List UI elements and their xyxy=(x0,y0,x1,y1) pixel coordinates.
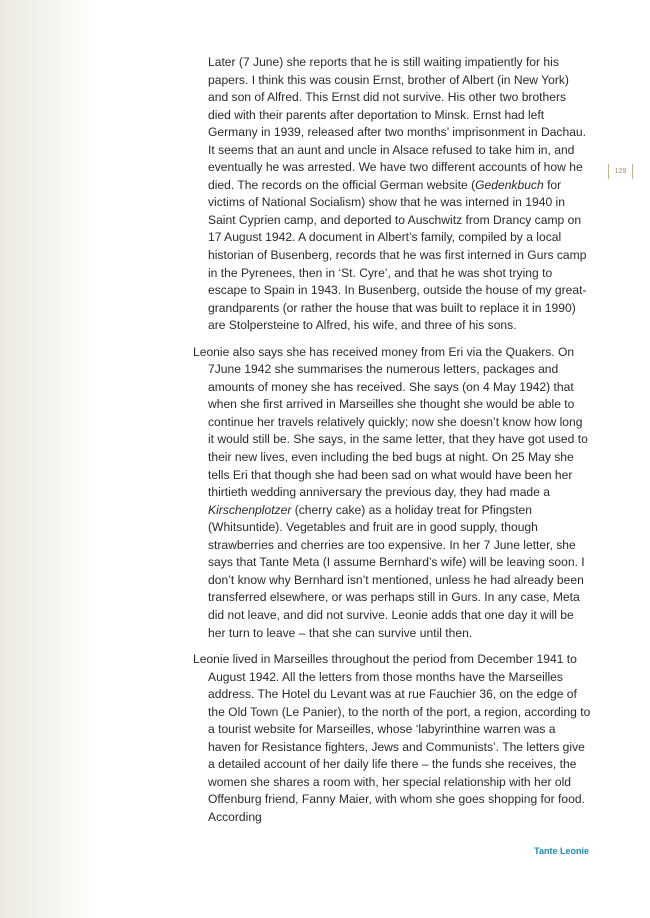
text-run: Leonie lived in Marseilles throughout the period from December 1941 to August 1942. All the letters from those months have the Marseilles address. The Hotel du Levant was at rue Fauchier 36, on the edge of the Old Town (Le Panier), to the north of the port, a region, according to a tourist website for Marseilles, whose ‘labyrinthine warren was a haven for Resistance fighters, Jews and Communists’. The letters give a detailed account of her daily life there – the funds she receives, the women she shares a room with, her special relationship with her old Offenburg friend, Fanny Maier, with whom she goes shopping for food. According xyxy=(193,652,591,824)
italic-term-kirschenplotzer: Kirschenplotzer xyxy=(208,502,292,517)
page-number: 129 xyxy=(608,164,633,179)
paragraph-ernst xyxy=(208,54,591,335)
text-run: for victims of National Socialism) show that he was interned in 1940 in Saint Cyprien camp, and deported to Auschwitz from Drancy camp on 17 August 1942. A document in Albert’s family, compiled by a local historian of Busenberg, records that he was first interned in Gurs camp in the Pyrenees, then in ‘St. Cyre’, and that he was shot trying to escape to Spain in 1943. In Busenberg, outside the house of my great-grandparents (or rather the house that was built to replace it in 1990) are Stolpersteine to Alfred, his wife, and three of his sons. xyxy=(208,177,587,333)
paragraph-quakers xyxy=(193,344,591,642)
running-footer: Tante Leonie xyxy=(534,846,589,856)
italic-term-gedenkbuch: Gedenkbuch xyxy=(475,177,544,192)
text-run: Leonie also says she has received money from Eri via the Quakers. On 7June 1942 she summarises the numerous letters, packages and amounts of money she has received. She says (on 4 May 1942) that when she first arrived in Marseilles she thought she would be able to continue her travels relatively quickly; now she doesn’t know how long it would still be. She says, in the same letter, that they have got used to their new lives, even including the bed bugs at night. On 25 May she tells Eri that though she had been sad on what would have been her thirtieth wedding anniversary the previous day, they had made a xyxy=(193,344,588,500)
body-text xyxy=(193,54,591,827)
text-run: Later (7 June) she reports that he is still waiting impatiently for his papers. I think this was cousin Ernst, brother of Albert (in New York) and son of Alfred. This Ernst did not survive. His other two brothers died with their parents after deportation to Minsk. Ernst had left Germany in 1939, released after two months’ imprisonment in Dachau. It seems that an aunt and uncle in Alsace refused to take him in, and eventually he was arrested. We have two different accounts of how he died. The records on the official German website ( xyxy=(208,55,587,192)
paragraph-marseilles xyxy=(193,651,591,826)
text-run: (cherry cake) as a holiday treat for Pfingsten (Whitsuntide). Vegetables and fruit are in good supply, though strawberries and cherries are too expensive. In her 7 June letter, she says that Tante Meta (I assume Bernhard’s wife) will be leaving soon. I don’t know why Bernhard isn’t mentioned, unless he had already been transferred elsewhere, or was perhaps still in Gurs. In any case, Meta did not leave, and did not survive. Leonie adds that one day it will be her turn to leave – that she can survive until then. xyxy=(208,502,585,640)
